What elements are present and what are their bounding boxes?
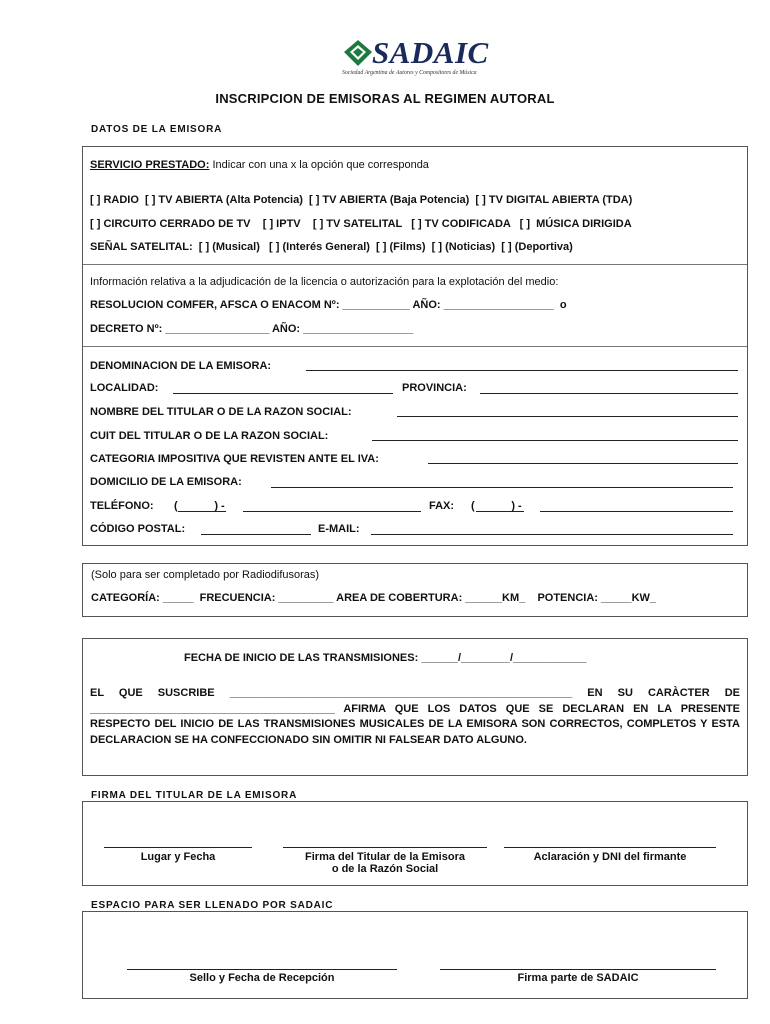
aclaracion-label: Aclaración y DNI del firmante — [533, 851, 687, 863]
fecha-inicio-line[interactable]: FECHA DE INICIO DE LAS TRANSMISIONES: ______/________/____________ — [184, 652, 587, 664]
firma-sadaic-line[interactable] — [440, 969, 716, 970]
declaracion-text: EL QUE SUSCRIBE ________________________________________________________ EN SU CARÀCTER DE ________________________________________ AFIRMA QUE LOS DATOS QUE SE DECLARAN EN LA PRESENTE RESPECTO DEL INICIO DE LAS TRANSMISIONES MUSICALES DE LA EMISORA SON CORRECTOS, COMPLETOS Y ESTA DECLARACION SE HA CONFECCIONADO SIN OMITIR NI FALSEAR DATO ALGUNO. — [90, 687, 740, 746]
divider — [83, 346, 747, 347]
servicio-options-row1[interactable]: [ ] RADIO [ ] TV ABIERTA (Alta Potencia) [ ] TV ABIERTA (Baja Potencia) [ ] TV DIGITAL ABIERTA (TDA) — [90, 194, 633, 206]
localidad-label: LOCALIDAD: — [90, 382, 159, 394]
sello-line[interactable] — [127, 969, 397, 970]
telefono-area-field[interactable] — [178, 511, 226, 512]
servicio-prestado-line — [90, 159, 429, 172]
titular-field[interactable] — [397, 416, 738, 417]
codigo-postal-label: CÓDIGO POSTAL: — [90, 523, 186, 535]
provincia-label: PROVINCIA: — [402, 382, 467, 394]
codigo-postal-field[interactable] — [201, 534, 311, 535]
radiodifusoras-note: (Solo para ser completado por Radiodifusoras) — [91, 569, 320, 581]
telefono-format: ( ) - — [174, 500, 225, 512]
cuit-label: CUIT DEL TITULAR O DE LA RAZON SOCIAL: — [90, 430, 329, 442]
localidad-field[interactable] — [173, 393, 393, 394]
telefono-number-field[interactable] — [243, 511, 421, 512]
email-label: E-MAIL: — [318, 523, 360, 535]
cuit-field[interactable] — [372, 440, 738, 441]
firma-titular-line[interactable] — [283, 847, 487, 848]
domicilio-field[interactable] — [271, 487, 733, 488]
sadaic-emblem-icon — [342, 38, 374, 70]
aclaracion-line[interactable] — [504, 847, 716, 848]
licencia-info: Información relativa a la adjudicación de la licencia o autorización para la explotación del medio: — [90, 276, 559, 288]
page-title: INSCRIPCION DE EMISORAS AL REGIMEN AUTORAL — [215, 91, 555, 106]
logo-tagline: Sociedad Argentina de Autores y Compositores de Música — [342, 70, 477, 76]
sadaic-logo — [340, 36, 490, 82]
resolucion-line[interactable]: RESOLUCION COMFER, AFSCA O ENACOM Nº: ___________ AÑO: __________________ o — [90, 299, 567, 311]
firma-titular-label-2: o de la Razón Social — [331, 863, 439, 875]
servicio-label: SERVICIO PRESTADO: — [90, 159, 210, 171]
denominacion-field[interactable] — [306, 370, 738, 371]
servicio-options-row3[interactable]: SEÑAL SATELITAL: [ ] (Musical) [ ] (Interés General) [ ] (Films) [ ] (Noticias) [ ] (Deportiva) — [90, 241, 573, 253]
servicio-options-row2[interactable]: [ ] CIRCUITO CERRADO DE TV [ ] IPTV [ ] TV SATELITAL [ ] TV CODIFICADA [ ] MÚSICA DIRIGIDA — [90, 218, 632, 230]
section-firma-titular: FIRMA DEL TITULAR DE LA EMISORA — [91, 790, 298, 801]
categoria-iva-field[interactable] — [428, 463, 738, 464]
decreto-line[interactable]: DECRETO Nº: _________________ AÑO: __________________ — [90, 323, 414, 335]
fax-label: FAX: — [429, 500, 455, 512]
firma-titular-label — [283, 851, 487, 875]
telefono-label: TELÉFONO: — [90, 500, 154, 512]
titular-label: NOMBRE DEL TITULAR O DE LA RAZON SOCIAL: — [90, 406, 352, 418]
fax-number-field[interactable] — [540, 511, 733, 512]
firma-sadaic-label: Firma parte de SADAIC — [517, 972, 639, 984]
firma-titular-label-1: Firma del Titular de la Emisora — [305, 851, 465, 863]
radiodifusoras-line[interactable]: CATEGORÍA: _____ FRECUENCIA: _________ AREA DE COBERTURA: ______KM_ POTENCIA: _____KW_ — [91, 592, 657, 604]
section-sadaic: ESPACIO PARA SER LLENADO POR SADAIC — [91, 900, 334, 911]
denominacion-label: DENOMINACION DE LA EMISORA: — [90, 360, 272, 372]
section-datos-emisora: DATOS DE LA EMISORA — [91, 124, 223, 135]
fax-area-field[interactable] — [476, 511, 524, 512]
fax-format: ( ) - — [471, 500, 522, 512]
logo-wordmark: SADAIC — [372, 35, 489, 70]
provincia-field[interactable] — [480, 393, 738, 394]
lugar-fecha-label: Lugar y Fecha — [140, 851, 216, 863]
servicio-hint: Indicar con una x la opción que corresponda — [212, 159, 429, 171]
sello-label: Sello y Fecha de Recepción — [189, 972, 335, 984]
categoria-iva-label: CATEGORIA IMPOSITIVA QUE REVISTEN ANTE EL IVA: — [90, 453, 379, 465]
sadaic-box — [82, 911, 748, 999]
email-field[interactable] — [371, 534, 733, 535]
divider — [83, 264, 747, 265]
domicilio-label: DOMICILIO DE LA EMISORA: — [90, 476, 242, 488]
lugar-fecha-line[interactable] — [104, 847, 252, 848]
